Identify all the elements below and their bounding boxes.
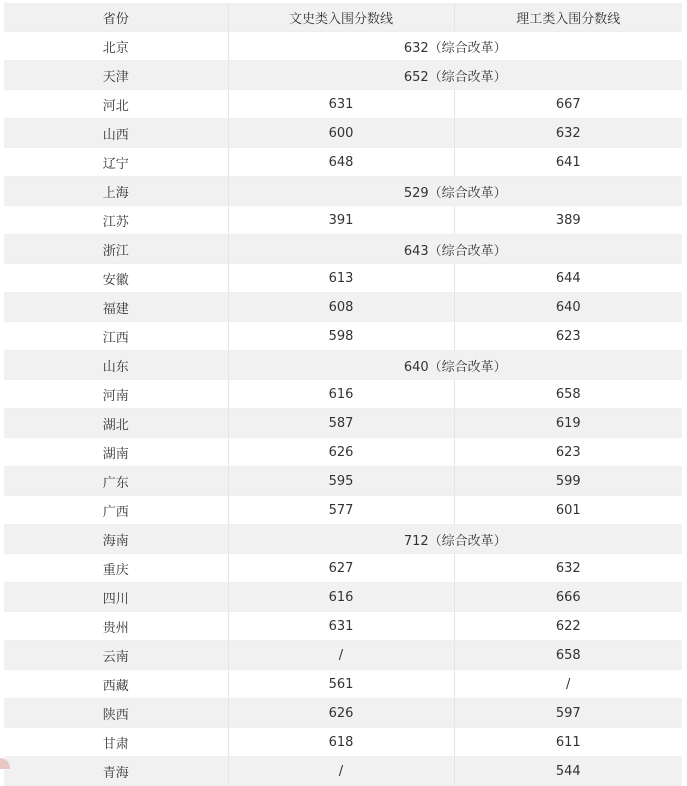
cell-province: 山西 [4,119,228,148]
cell-liberal-arts-cutoff: 616 [228,583,454,612]
cell-combined-cutoff: 640（综合改革） [228,351,682,380]
cell-province: 北京 [4,32,228,61]
cell-province: 天津 [4,61,228,90]
cell-science-cutoff: 611 [454,728,682,757]
table-row [4,293,682,322]
table-row [4,148,682,177]
cell-science-cutoff: 619 [454,409,682,438]
cell-province: 福建 [4,293,228,322]
cell-science-cutoff: 623 [454,438,682,467]
cell-liberal-arts-cutoff: 608 [228,293,454,322]
cell-science-cutoff: 658 [454,641,682,670]
cell-science-cutoff: 623 [454,322,682,351]
cell-liberal-arts-cutoff: 648 [228,148,454,177]
cell-liberal-arts-cutoff: / [228,757,454,786]
cell-science-cutoff: 666 [454,583,682,612]
cell-province: 江西 [4,322,228,351]
table-row [4,380,682,409]
cell-liberal-arts-cutoff: 618 [228,728,454,757]
cell-province: 山东 [4,351,228,380]
table-row [4,235,682,264]
cell-province: 上海 [4,177,228,206]
cell-science-cutoff: 658 [454,380,682,409]
table-row [4,670,682,699]
cell-province: 贵州 [4,612,228,641]
cell-province: 河北 [4,90,228,119]
cell-science-cutoff: 389 [454,206,682,235]
cell-liberal-arts-cutoff: 391 [228,206,454,235]
table-row [4,438,682,467]
cell-province: 陕西 [4,699,228,728]
cell-province: 江苏 [4,206,228,235]
cell-science-cutoff: 644 [454,264,682,293]
cell-province: 海南 [4,525,228,554]
table-row [4,409,682,438]
table-row [4,728,682,757]
cell-science-cutoff: 632 [454,554,682,583]
cell-province: 辽宁 [4,148,228,177]
cell-liberal-arts-cutoff: 631 [228,612,454,641]
table-row [4,177,682,206]
cell-liberal-arts-cutoff: 631 [228,90,454,119]
cell-province: 湖南 [4,438,228,467]
table-row [4,264,682,293]
cell-liberal-arts-cutoff: 587 [228,409,454,438]
score-table-container [4,3,682,786]
header-science-cutoff: 理工类入围分数线 [454,3,682,32]
cell-province: 西藏 [4,670,228,699]
cell-province: 重庆 [4,554,228,583]
table-row [4,322,682,351]
table-row [4,612,682,641]
cell-province: 云南 [4,641,228,670]
cell-liberal-arts-cutoff: 595 [228,467,454,496]
cell-liberal-arts-cutoff: 577 [228,496,454,525]
cell-science-cutoff: 599 [454,467,682,496]
table-row [4,699,682,728]
cell-province: 青海 [4,757,228,786]
cell-combined-cutoff: 712（综合改革） [228,525,682,554]
cell-province: 广西 [4,496,228,525]
cell-combined-cutoff: 652（综合改革） [228,61,682,90]
cell-science-cutoff: 641 [454,148,682,177]
score-table [4,3,682,786]
table-row [4,757,682,786]
table-row [4,641,682,670]
cell-science-cutoff: 597 [454,699,682,728]
cell-science-cutoff: 601 [454,496,682,525]
table-header-row [4,3,682,32]
cell-combined-cutoff: 529（综合改革） [228,177,682,206]
cell-combined-cutoff: 643（综合改革） [228,235,682,264]
cell-liberal-arts-cutoff: 600 [228,119,454,148]
cell-province: 浙江 [4,235,228,264]
cell-liberal-arts-cutoff: 616 [228,380,454,409]
cell-science-cutoff: 640 [454,293,682,322]
cell-province: 广东 [4,467,228,496]
table-body [4,32,682,786]
table-row [4,206,682,235]
table-row [4,61,682,90]
cell-science-cutoff: / [454,670,682,699]
cell-science-cutoff: 622 [454,612,682,641]
table-row [4,467,682,496]
cell-liberal-arts-cutoff: 598 [228,322,454,351]
cell-liberal-arts-cutoff: 613 [228,264,454,293]
header-liberal-arts-cutoff: 文史类入围分数线 [228,3,454,32]
cell-province: 四川 [4,583,228,612]
cell-science-cutoff: 667 [454,90,682,119]
table-row [4,90,682,119]
cell-province: 湖北 [4,409,228,438]
cell-province: 甘肃 [4,728,228,757]
cell-liberal-arts-cutoff: 627 [228,554,454,583]
table-row [4,496,682,525]
table-row [4,554,682,583]
cell-liberal-arts-cutoff: 561 [228,670,454,699]
table-row [4,583,682,612]
cell-province: 河南 [4,380,228,409]
table-row [4,32,682,61]
header-province: 省份 [4,3,228,32]
cell-liberal-arts-cutoff: 626 [228,699,454,728]
cell-science-cutoff: 632 [454,119,682,148]
table-row [4,351,682,380]
cell-liberal-arts-cutoff: 626 [228,438,454,467]
cell-combined-cutoff: 632（综合改革） [228,32,682,61]
cell-liberal-arts-cutoff: / [228,641,454,670]
cell-province: 安徽 [4,264,228,293]
table-row [4,525,682,554]
cell-science-cutoff: 544 [454,757,682,786]
table-row [4,119,682,148]
